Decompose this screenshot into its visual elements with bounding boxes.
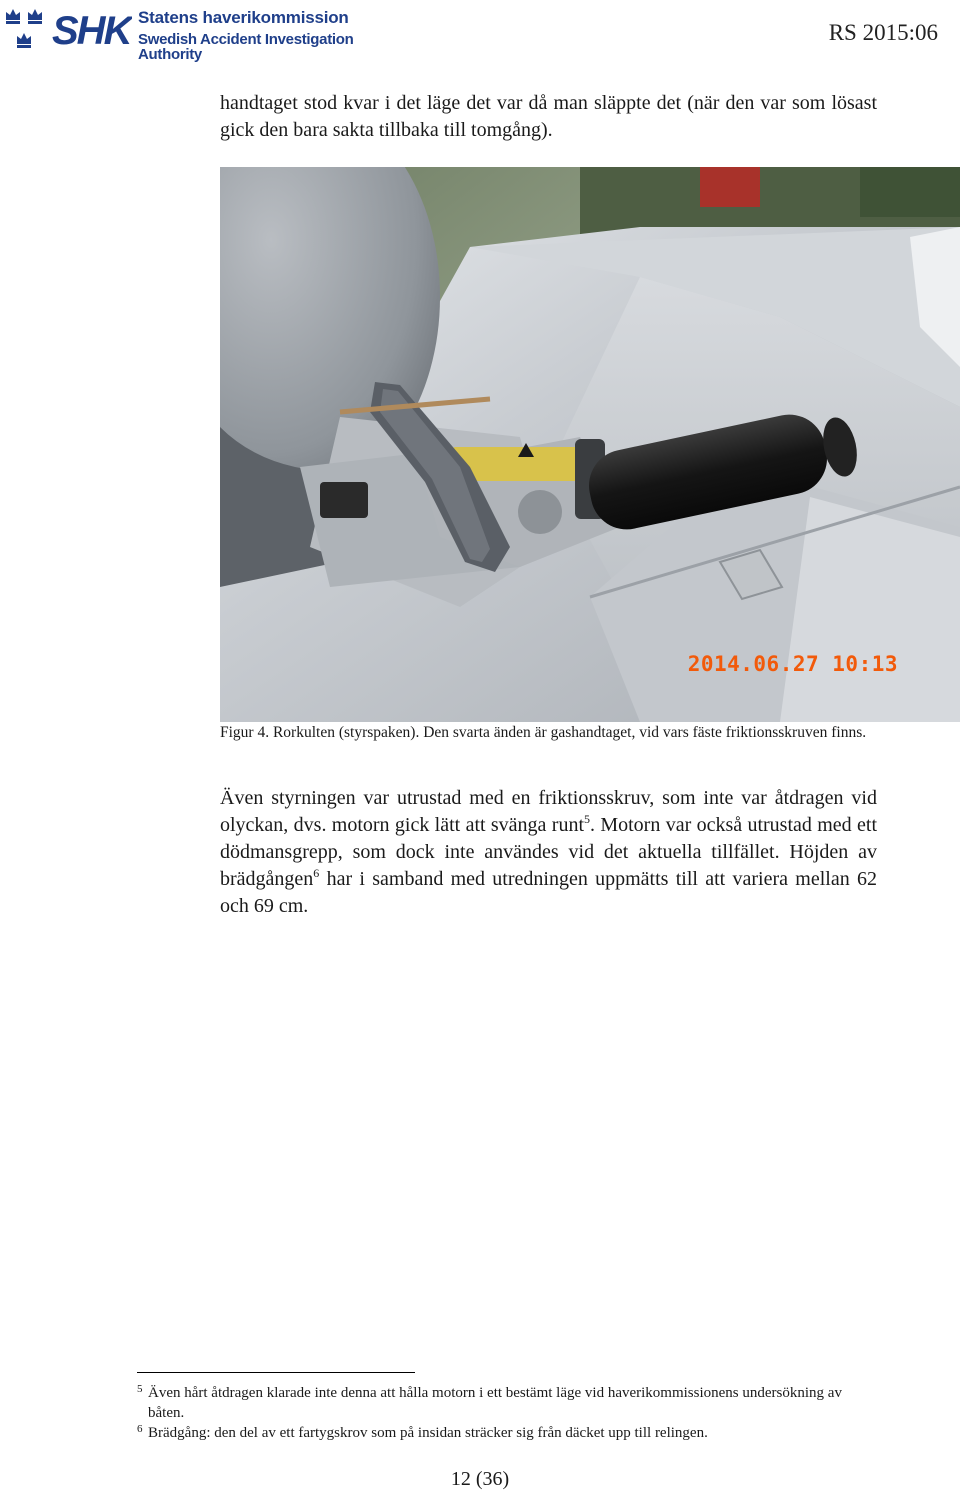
three-crowns-icon [4, 6, 48, 52]
footnote-text: Även hårt åtdragen klarade inte denna att hålla motorn i ett bestämt läge vid haverikommissionens undersökning av båten. [148, 1385, 842, 1421]
footnote-ref-5[interactable]: 5 [584, 812, 590, 826]
footnote-5 [137, 1383, 857, 1423]
photo-timestamp: 2014.06.27 10:13 [687, 652, 898, 676]
body-paragraph-1: handtaget stod kvar i det läge det var då man släppte det (när den var som lösast gick den bara sakta tillbaka till tomgång). [220, 92, 877, 141]
paragraph-2-text-part-2: . Motorn var också utrustad med ett dödmansgrepp, som dock inte användes vid det aktuella tillfället. Höjden av brädgången [220, 814, 877, 890]
shk-logo [4, 6, 364, 63]
footnote-number: 5 [137, 1383, 143, 1395]
footnote-ref-6[interactable]: 6 [313, 866, 320, 880]
shk-letters-icon [52, 10, 132, 50]
organization-name [138, 9, 364, 62]
page-header [0, 0, 960, 63]
page-number: 12 (36) [450, 1468, 510, 1490]
paragraph-2-text-part-3: har i samband med utredningen uppmätts till att variera mellan 62 och 69 cm. [220, 868, 877, 917]
report-id: RS 2015:06 [828, 20, 938, 45]
footnote-separator [137, 1372, 415, 1373]
org-name-english: Swedish Accident Investigation Authority [138, 31, 354, 63]
footnote-6 [137, 1423, 857, 1443]
figure-photo [220, 167, 960, 722]
outboard-tiller-photo [220, 167, 960, 722]
footnote-text: Brädgång: den del av ett fartygskrov som på insidan sträcker sig från däcket upp till relingen. [148, 1425, 708, 1441]
body-paragraph-2 [220, 785, 877, 920]
figure-caption: Figur 4. Rorkulten (styrspaken). Den svarta änden är gashandtaget, vid vars fäste friktionsskruven finns. [220, 724, 867, 741]
org-name-swedish: Statens haverikommission [138, 8, 349, 27]
footnote-number: 6 [137, 1423, 143, 1435]
svg-text:SHK: SHK [52, 10, 131, 50]
paragraph-2-text-part-1: Även styrningen var utrustad med en friktionsskruv, som inte var åtdragen vid olyckan, dvs. motorn gick lätt att svänga runt [220, 787, 877, 836]
